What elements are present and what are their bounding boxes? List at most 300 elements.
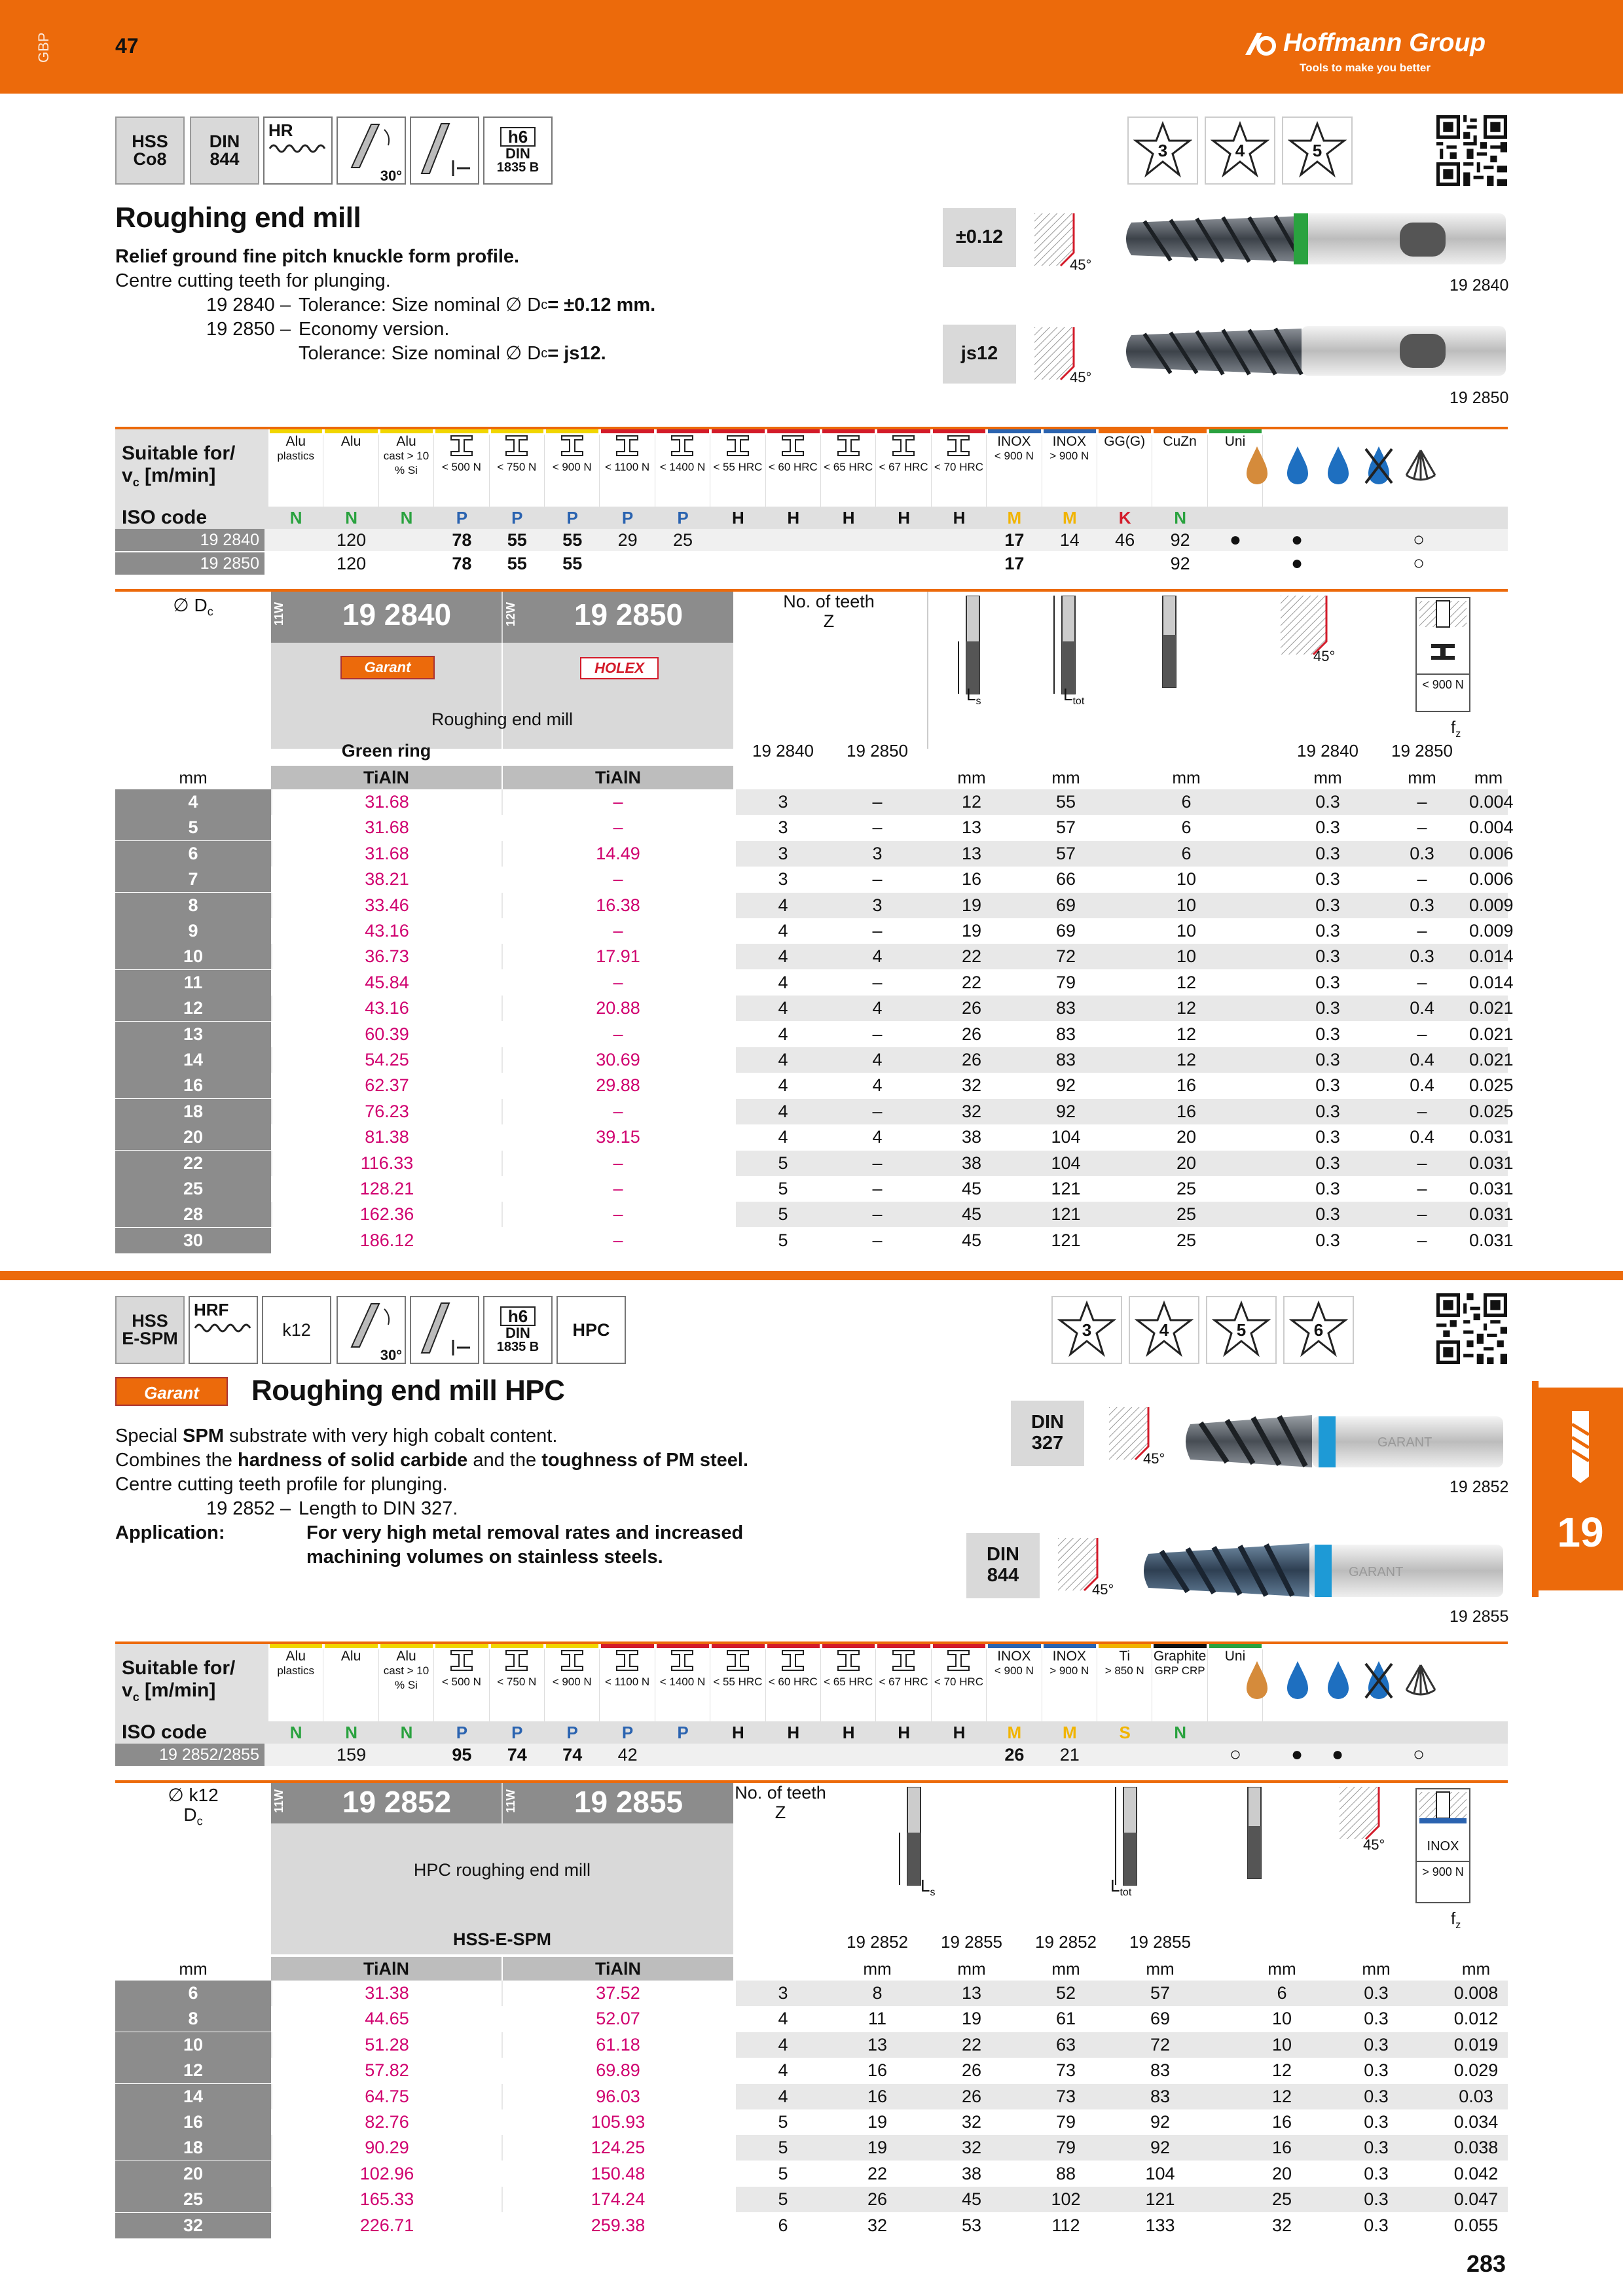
table-row (115, 1202, 1514, 1227)
table-cell: 32 (961, 1101, 982, 1121)
steel-beam-icon (669, 435, 695, 457)
table-row (115, 970, 1514, 996)
table-cell: – (503, 815, 733, 840)
helix-box: 30° (337, 117, 406, 185)
table-cell: 83 (1150, 2060, 1171, 2081)
air-blast-icon (1401, 1661, 1440, 1700)
diameter-cell: 30 (115, 1228, 271, 1253)
material-color-bar (601, 1644, 653, 1648)
material-spec: cast > 10 % Si (383, 450, 429, 476)
table-cell: 0.004 (1469, 792, 1514, 812)
material-name: Ti (1119, 1649, 1131, 1664)
steel-beam-icon (945, 435, 972, 457)
table-cell: 5 (778, 1204, 788, 1225)
table-cell: 26 (961, 2086, 982, 2106)
material-name: Alu (340, 434, 361, 449)
table-cell: 0.3 (1315, 792, 1340, 812)
steel-beam-icon (614, 435, 640, 457)
table-row (115, 2213, 1508, 2238)
table-cell: 121 (1145, 2189, 1175, 2210)
table-cell: 5 (778, 2189, 788, 2210)
table-cell: – (872, 1230, 883, 1250)
iso-code-label: ISO code (122, 507, 208, 528)
material-column-header (545, 1649, 600, 1721)
table-cell: 3 (778, 869, 788, 889)
table-cell: 57 (1055, 843, 1076, 863)
table-cell: 31.68 (272, 815, 501, 840)
material-color-bar (325, 429, 377, 433)
vc-value: 42 (617, 1745, 638, 1765)
material-color-bar (491, 429, 543, 433)
material-color-bar (1154, 1644, 1206, 1648)
table-row (115, 2058, 1508, 2083)
vc-value: 74 (562, 1745, 583, 1765)
table-cell: 3 (872, 843, 883, 863)
material-column-header (545, 435, 600, 507)
table-cell: 38 (961, 2163, 982, 2183)
vc-value: 46 (1115, 530, 1135, 550)
fz-label: $f_z$ (1451, 717, 1461, 740)
table-row (115, 2006, 1508, 2032)
flute-count-group (1127, 117, 1354, 185)
diameter-cell: 7 (115, 867, 271, 892)
material-box: HSS E-SPM (115, 1296, 185, 1364)
table-cell: 52 (1055, 1983, 1076, 2003)
table-cell: 0.3 (1315, 1075, 1340, 1096)
page-number: 283 (1467, 2250, 1506, 2277)
material-column-header (600, 1649, 655, 1721)
table-cell: 69 (1055, 921, 1076, 941)
table-cell: – (503, 867, 733, 892)
diameter-cell: 10 (115, 944, 271, 969)
corner-chamfer-icon: 45° (1058, 1538, 1117, 1597)
steel-beam-icon (559, 435, 585, 457)
section2-description: Special SPM substrate with very high cobalt content. Combines the hardness of solid carbide and the toughness of PM steel. Centre cutting teeth profile for plunging. 19 2852 – Length to DIN 327. Application: For very high metal removal rates and increased machining volumes on stainless steels. (115, 1426, 749, 1568)
table-cell: 83 (1055, 1024, 1076, 1044)
table-cell: 73 (1055, 2086, 1076, 2106)
din-box: DIN 327 (1011, 1401, 1084, 1466)
table-cell: 12 (1176, 998, 1197, 1018)
table-cell: 112 (1051, 2215, 1080, 2235)
material-spec: < 1100 N (604, 1676, 650, 1688)
table-cell: 0.055 (1453, 2215, 1499, 2235)
table-cell: 13 (867, 2034, 888, 2054)
table-cell: 0.029 (1453, 2060, 1499, 2081)
drill-tool-icon (1565, 1411, 1596, 1483)
table-row (115, 1022, 1514, 1047)
iso-code: P (511, 1723, 523, 1742)
qr-code-icon[interactable] (1436, 1293, 1507, 1364)
steel-beam-icon (725, 435, 751, 457)
material-spec: < 65 HRC (824, 1676, 873, 1688)
material-color-bar (822, 429, 875, 433)
table-cell: – (872, 1179, 883, 1198)
cutting-direction-box (410, 117, 479, 185)
unit-cell: mm (863, 1959, 892, 1979)
iso-code: N (345, 1723, 357, 1742)
chamfer-angle: 45° (1313, 648, 1336, 664)
table-cell: 79 (1055, 2112, 1076, 2132)
flute-option: 6 (1283, 1296, 1354, 1364)
table-cell: – (1417, 1179, 1427, 1198)
material-column-header (821, 435, 876, 507)
table-cell: 10 (1176, 895, 1197, 915)
vc-value: 29 (617, 530, 638, 550)
table-cell: 14.49 (503, 841, 733, 867)
material-spec: < 70 HRC (934, 461, 984, 473)
unit-cell: mm (1172, 768, 1201, 787)
section1-description: Relief ground fine pitch knuckle form profile. Centre cutting teeth for plunging. 19 2840 – Tolerance: Size nominal ∅ D c = ±0.12 mm. 19 2850 – Economy version. Tolerance: Size nominal ∅ D c = js12. (115, 246, 656, 364)
vc-value: 25 (672, 530, 693, 550)
table-row (115, 1047, 1514, 1073)
table-cell: 31.68 (272, 789, 501, 815)
table-cell: 10 (1271, 2034, 1292, 2054)
flute-count-group (1051, 1296, 1355, 1364)
coolant-suitability: ○ (1412, 552, 1425, 574)
diameter-cell: 18 (115, 2135, 271, 2161)
table-cell: 0.021 (1469, 998, 1514, 1018)
table-cell: 25 (1176, 1230, 1197, 1250)
table-cell: 0.031 (1469, 1153, 1514, 1173)
coating-header: TiAlN (503, 766, 733, 789)
material-color-bar (988, 1644, 1040, 1648)
mql-spray-icon (1320, 442, 1357, 488)
table-cell: 20 (1176, 1153, 1197, 1173)
table-cell: 0.3 (1364, 2163, 1389, 2183)
table-cell: 174.24 (503, 2187, 733, 2212)
table-cell: 25 (1271, 2189, 1292, 2210)
iso-code: M (1062, 508, 1077, 528)
material-spec: < 1100 N (604, 461, 650, 473)
table-cell: 82.76 (272, 2109, 501, 2135)
iso-code: P (566, 508, 578, 528)
table-cell: 0.014 (1469, 946, 1514, 967)
material-column-header (323, 435, 378, 507)
vc-value (379, 552, 434, 575)
table-cell: 5 (778, 1179, 788, 1198)
flute-option: 3 (1051, 1296, 1122, 1364)
table-cell: 10 (1176, 921, 1197, 941)
steel-beam-icon (780, 435, 806, 457)
table-cell: 31.38 (272, 1981, 501, 2006)
table-cell: 186.12 (272, 1228, 501, 1253)
table-cell: 105.93 (503, 2109, 733, 2135)
table-cell: 64.75 (272, 2084, 501, 2109)
material-column-header (932, 1649, 987, 1721)
table-cell: 0.3 (1315, 895, 1340, 915)
table-cell: 92 (1150, 2112, 1171, 2132)
table-row (115, 815, 1514, 840)
table-cell: – (503, 1099, 733, 1124)
vc-value (821, 1744, 876, 1766)
table-row (115, 944, 1514, 969)
material-box: HSS Co8 (115, 117, 185, 185)
table-cell: 61 (1055, 2009, 1076, 2029)
iso-code: H (731, 508, 744, 528)
table-row (115, 996, 1514, 1021)
article-number: 19 2840 (342, 598, 452, 632)
steel-beam-icon (780, 1649, 806, 1672)
teeth-header: No. of teeth Z (735, 1783, 826, 1822)
product-table-1 (115, 589, 1514, 1255)
iso-code: P (677, 508, 689, 528)
brand-tagline: Tools to make you better (1300, 62, 1431, 74)
iso-code: H (898, 1723, 910, 1742)
wave-profile-icon (268, 139, 327, 158)
mql-spray-icon (1320, 1657, 1357, 1703)
table-cell: 36.73 (272, 944, 501, 969)
material-color-bar (435, 1644, 488, 1648)
coating-header: TiAlN (503, 1957, 733, 1981)
diameter-cell: 6 (115, 1981, 271, 2006)
table-row (115, 1099, 1514, 1124)
coating-code: 11W (272, 602, 285, 626)
oil-drop-icon (1239, 1657, 1275, 1703)
material-spec: plastics (277, 1664, 315, 1677)
material-color-bar (1099, 429, 1151, 433)
table-cell: 0.009 (1469, 895, 1514, 915)
material-color-bar (270, 1644, 322, 1648)
table-cell: 17.91 (503, 944, 733, 969)
table-cell: – (872, 1101, 883, 1121)
diameter-cell: 32 (115, 2213, 271, 2238)
product-table-2 (115, 1780, 1508, 2238)
table-cell: – (503, 1228, 733, 1253)
chapter-number: 19 (1557, 1509, 1604, 1556)
table-cell: 57 (1055, 817, 1076, 838)
table-cell: 5 (778, 1230, 788, 1250)
table-cell: 16 (961, 869, 982, 889)
table-cell: 12 (1271, 2060, 1292, 2081)
table-cell: 3 (778, 843, 788, 863)
vc-uni: ● (1229, 529, 1242, 550)
table-cell: 30.69 (503, 1047, 733, 1073)
air-blast-icon (1401, 446, 1440, 486)
material-color-bar (1154, 429, 1206, 433)
diameter-cell: 20 (115, 1124, 271, 1150)
table-cell: 26 (961, 2060, 982, 2081)
table-row (115, 2084, 1508, 2109)
table-cell: 25 (1176, 1204, 1197, 1225)
coolant-suitability: ● (1331, 1744, 1344, 1765)
table-cell: 116.33 (272, 1151, 501, 1176)
iso-code: N (1174, 1723, 1186, 1742)
coating-code: 11W (504, 1789, 517, 1814)
table-cell: 104 (1051, 1153, 1081, 1173)
product-name: Roughing end mill (431, 709, 574, 729)
steel-beam-icon (448, 1649, 475, 1672)
vc-value (600, 552, 655, 575)
table-cell: 22 (867, 2163, 888, 2183)
table-row (115, 1176, 1514, 1202)
table-cell: 4 (872, 1075, 883, 1096)
image-caption: 19 2852 (1450, 1478, 1509, 1496)
table-cell: 4 (778, 895, 788, 915)
din-box: DIN 844 (190, 117, 259, 185)
table-cell: 0.038 (1453, 2138, 1499, 2158)
chapter-tab[interactable] (1538, 1388, 1623, 1590)
material-column-header (323, 1649, 378, 1721)
table-cell: 76.23 (272, 1099, 501, 1124)
table-cell: 0.3 (1315, 1204, 1340, 1225)
material-column-header (600, 435, 655, 507)
material-name: Alu (396, 434, 416, 449)
material-name: INOX (997, 434, 1031, 449)
material-column-header (766, 435, 821, 507)
fz-label: $f_z$ (1451, 1909, 1461, 1931)
profile-box: HRF (189, 1296, 258, 1364)
shank-box: h6 DIN 1835 B (483, 117, 553, 185)
qr-code-icon[interactable] (1436, 115, 1507, 186)
material-color-bar (1044, 1644, 1096, 1648)
table-cell: – (872, 792, 883, 812)
emulsion-drop-icon (1279, 442, 1316, 488)
material-column-header (268, 1649, 323, 1721)
table-cell: – (872, 869, 883, 889)
table-cell: 26 (961, 998, 982, 1018)
vc-value: 159 (337, 1745, 367, 1765)
table-cell: 13 (961, 1983, 982, 2003)
table-cell: 12 (1176, 1050, 1197, 1069)
table-cell: 79 (1055, 972, 1076, 992)
diameter-cell: 16 (115, 2109, 271, 2135)
steel-beam-icon (503, 1649, 530, 1672)
diameter-cell: 8 (115, 893, 271, 918)
vc-value (1097, 1744, 1152, 1766)
material-color-bar (491, 1644, 543, 1648)
table-cell: 0.3 (1410, 843, 1434, 863)
table-cell: 10 (1176, 869, 1197, 889)
table-cell: 44.65 (272, 2006, 501, 2032)
table-cell: 0.019 (1453, 2034, 1499, 2054)
image-caption: 19 2850 (1450, 389, 1509, 407)
steel-beam-icon (614, 1649, 640, 1672)
material-column-header (1152, 1649, 1207, 1721)
steel-beam-icon (890, 435, 917, 457)
table-cell: 0.006 (1469, 843, 1514, 863)
iso-code: M (1007, 1723, 1022, 1742)
vc-value: 120 (337, 530, 367, 550)
garant-logo: Garant (340, 656, 435, 679)
material-column-header (490, 435, 545, 507)
diameter-cell: 5 (115, 815, 271, 840)
unit-cell: mm (1408, 768, 1436, 787)
substrate-label: HSS-E-SPM (452, 1929, 552, 1949)
vc-value: 21 (1059, 1745, 1080, 1765)
material-color-bar (601, 429, 653, 433)
vc-value (876, 1744, 931, 1766)
material-column-header (655, 1649, 710, 1721)
diameter-cell: 12 (115, 2058, 271, 2083)
table-cell: 37.52 (503, 1981, 733, 2006)
table-cell: 4 (778, 1075, 788, 1096)
table-cell: – (503, 1176, 733, 1202)
table-cell: 20.88 (503, 996, 733, 1021)
iso-code: H (787, 1723, 800, 1742)
table-cell: 4 (872, 1050, 883, 1069)
table-cell: 11 (867, 2009, 887, 2029)
table-cell: 57.82 (272, 2058, 501, 2083)
tool-image-192855 (1139, 1532, 1508, 1609)
table-cell: 0.008 (1453, 1983, 1499, 2003)
table-cell: 83 (1150, 2086, 1171, 2106)
table-cell: 0.047 (1453, 2189, 1499, 2210)
vc-article: 19 2850 (115, 552, 264, 575)
table-row (115, 1124, 1514, 1150)
diameter-cell: 14 (115, 1047, 271, 1073)
vc-value (268, 1744, 323, 1766)
table-cell: – (1417, 1024, 1427, 1044)
material-column-header (379, 435, 434, 507)
table-cell: 88 (1055, 2163, 1076, 2183)
table-cell: 12 (1176, 972, 1197, 992)
article-number: 19 2850 (574, 598, 684, 632)
vc-value: 17 (1004, 554, 1025, 573)
diameter-cell: 20 (115, 2161, 271, 2187)
table-cell: 19 (867, 2138, 888, 2158)
table-cell: – (1417, 817, 1427, 838)
table-cell: 0.3 (1364, 2034, 1389, 2054)
table-row (115, 789, 1514, 815)
table-cell: 0.3 (1364, 2086, 1389, 2106)
table-cell: 5 (778, 2112, 788, 2132)
table-cell: 61.18 (503, 2032, 733, 2058)
table-cell: 0.012 (1453, 2009, 1499, 2029)
material-spec: < 750 N (497, 461, 537, 473)
table-cell: 0.03 (1459, 2086, 1493, 2106)
coolant-suitability: ● (1290, 552, 1304, 574)
material-name: INOX (1052, 1649, 1086, 1664)
unit-cell: mm (1461, 1959, 1491, 1979)
fz-condition-box: INOX > 900 N (1415, 1788, 1470, 1903)
table-cell: 92 (1055, 1075, 1076, 1096)
material-name: INOX (997, 1649, 1031, 1664)
material-color-bar (380, 429, 433, 433)
table-cell: 4 (778, 2086, 788, 2106)
sub-article: 19 2850 (847, 741, 908, 761)
svg-text:GARANT: GARANT (1377, 1435, 1432, 1450)
table-cell: 4 (778, 1024, 788, 1044)
coating-code: 11W (272, 1789, 285, 1814)
table-cell: 53 (961, 2215, 982, 2235)
material-spec: < 900 N (994, 450, 1034, 462)
iso-code: N (289, 1723, 302, 1742)
vc-value (821, 552, 876, 575)
chamfer-angle: 45° (1363, 1837, 1385, 1853)
vc-value: 92 (1170, 530, 1190, 550)
iso-code-label: ISO code (122, 1721, 208, 1743)
table-cell: – (503, 1151, 733, 1176)
flute-option: 5 (1206, 1296, 1277, 1364)
table-cell: 0.025 (1469, 1075, 1514, 1096)
material-spec: < 900 N (994, 1664, 1034, 1677)
table-cell: 0.3 (1315, 1050, 1340, 1069)
suitable-for-label: Suitable for/ $v_c$ [m/min] (122, 1657, 236, 1704)
diameter-cell: 14 (115, 2084, 271, 2109)
table-cell: 22 (961, 946, 982, 967)
table-cell: 0.3 (1364, 2060, 1389, 2081)
plunge-cut-icon (415, 121, 474, 180)
table-cell: 4 (778, 1050, 788, 1069)
material-spec: > 900 N (1049, 450, 1089, 462)
emulsion-drop-icon (1279, 1657, 1316, 1703)
iso-code: H (842, 1723, 855, 1742)
table-cell: 0.009 (1469, 921, 1514, 941)
material-color-bar (325, 1644, 377, 1648)
table-cell: 4 (778, 1101, 788, 1121)
material-column-header (655, 435, 710, 507)
sub-article: 19 2852 (1035, 1932, 1097, 1952)
